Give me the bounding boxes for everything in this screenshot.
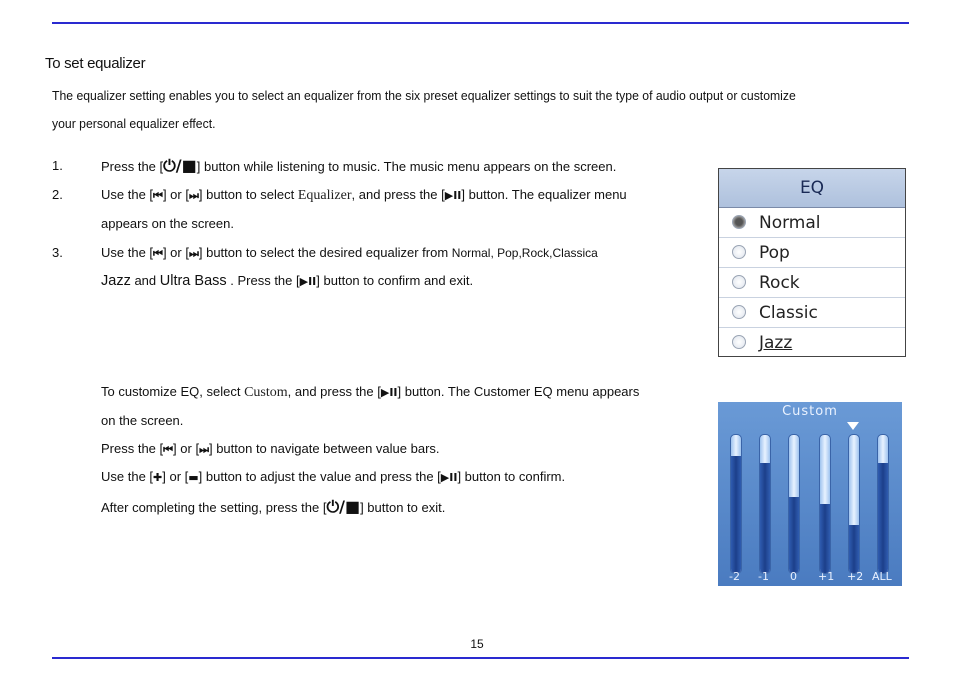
custom-eq-panel <box>718 402 902 586</box>
step-2-number: 2. <box>52 187 63 202</box>
eq-bar-fill <box>789 497 799 573</box>
eq-value-bar[interactable] <box>819 434 831 574</box>
step-3-line-2: Jazz and Ultra Bass . Press the [▶II] button to confirm and exit. <box>101 273 474 289</box>
step-1-text: Press the [⏻/■] button while listening to music. The music menu appears on the screen. <box>101 156 617 175</box>
play-pause-icon: ▶II <box>380 386 398 399</box>
step-3-number: 3. <box>52 245 63 260</box>
intro-line-1: The equalizer setting enables you to select an equalizer from the six preset equalizer settings to suit the type of audio output or customize <box>52 88 796 103</box>
eq-tick-label: -1 <box>758 570 769 583</box>
radio-icon <box>732 335 746 349</box>
eq-option-classic[interactable]: Classic <box>719 298 905 328</box>
prev-icon: ⏮ <box>153 247 163 260</box>
radio-icon <box>732 245 746 259</box>
radio-icon <box>732 275 746 289</box>
eq-tick-label: ALL <box>872 570 892 583</box>
eq-bar-fill <box>820 504 830 573</box>
custom-line-1: To customize EQ, select Custom, and press the [▶II] button. The Customer EQ menu appears <box>101 384 640 400</box>
step-2-text: Use the [⏮] or [⏭] button to select Equalizer, and press the [▶II] button. The equalizer menu <box>101 187 627 203</box>
step-1-number: 1. <box>52 158 63 173</box>
eq-option-jazz[interactable]: Jazz <box>719 328 905 357</box>
eq-bar-fill <box>878 463 888 573</box>
eq-value-bar[interactable] <box>877 434 889 574</box>
plus-icon: ✚ <box>153 471 163 484</box>
eq-options-list: Normal, Pop,Rock,Classica <box>451 246 598 260</box>
eq-bar-fill <box>731 456 741 573</box>
eq-value-bar[interactable] <box>788 434 800 574</box>
play-pause-icon: ▶II <box>440 471 458 484</box>
step-3-text: Use the [⏮] or [⏭] button to select the desired equalizer from Normal, Pop,Rock,Classica <box>101 245 598 260</box>
prev-icon: ⏮ <box>153 189 163 202</box>
radio-selected-icon <box>732 215 746 229</box>
eq-option-pop[interactable]: Pop <box>719 238 905 268</box>
eq-option-rock[interactable]: Rock <box>719 268 905 298</box>
eq-tick-label: +2 <box>847 570 864 583</box>
custom-eq-title: Custom <box>782 404 838 419</box>
eq-option-normal[interactable]: Normal <box>719 208 905 238</box>
top-divider <box>52 22 909 24</box>
radio-icon <box>732 305 746 319</box>
play-pause-icon: ▶II <box>299 275 317 288</box>
eq-tick-label: -2 <box>729 570 740 583</box>
custom-line-5: After completing the setting, press the [⏻/■] button to exit. <box>101 497 446 516</box>
eq-bar-fill <box>849 525 859 573</box>
eq-tick-label: +1 <box>818 570 835 583</box>
page-number: 15 <box>470 637 484 651</box>
step-2-line-2: appears on the screen. <box>101 216 234 231</box>
eq-bar-fill <box>760 463 770 573</box>
eq-value-bar[interactable] <box>730 434 742 574</box>
intro-paragraph <box>52 82 860 138</box>
next-icon: ⏭ <box>188 247 199 260</box>
custom-term: Custom <box>244 385 288 400</box>
eq-tick-label: 0 <box>790 570 797 583</box>
custom-line-3: Press the [⏮] or [⏭] button to navigate between value bars. <box>101 441 440 456</box>
eq-menu <box>718 168 906 357</box>
custom-line-4: Use the [✚] or [▬] button to adjust the value and press the [▶II] button to confirm. <box>101 469 566 484</box>
custom-line-2: on the screen. <box>101 413 184 428</box>
bottom-divider <box>52 657 909 659</box>
eq-value-bar[interactable] <box>759 434 771 574</box>
minus-icon: ▬ <box>188 471 199 484</box>
prev-icon: ⏮ <box>163 443 174 456</box>
next-icon: ⏭ <box>188 189 199 202</box>
selected-band-marker-icon <box>847 422 859 430</box>
equalizer-term: Equalizer <box>297 188 352 203</box>
eq-value-bar[interactable] <box>848 434 860 574</box>
power-stop-icon: ⏻/■ <box>326 497 361 516</box>
play-pause-icon: ▶II <box>444 189 462 202</box>
power-stop-icon: ⏻/■ <box>163 156 197 175</box>
section-title: To set equalizer <box>45 55 146 72</box>
eq-menu-header: EQ <box>719 169 905 208</box>
next-icon: ⏭ <box>199 443 209 456</box>
intro-line-2: your personal equalizer effect. <box>52 116 216 131</box>
